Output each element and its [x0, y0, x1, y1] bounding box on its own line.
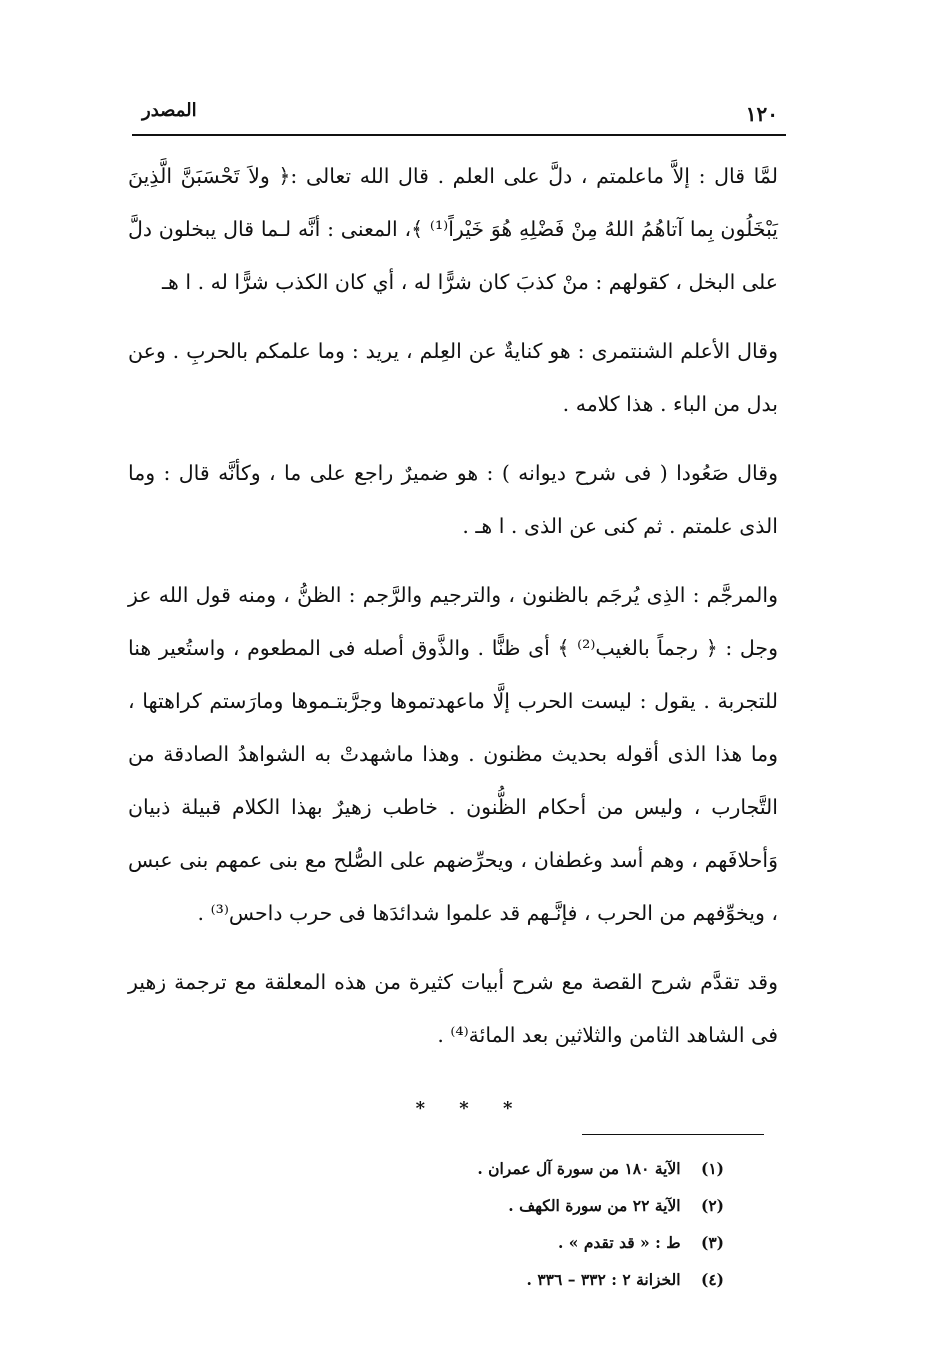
- footnote-1: [304, 1150, 724, 1187]
- footnote-3: [304, 1224, 724, 1261]
- footnote-2: [304, 1187, 724, 1224]
- main-text: [128, 150, 778, 1078]
- paragraph-4: والمرجَّم : الذِى يُرجَم بالظنون ، والترجيم والرَّجم : الظنُّ ، ومنه قول الله عز وجل : ﴿ رجماً بالغيب⁽²⁾ ﴾ أى ظنًّا . والذَّوق أصله فى المطعوم ، واستُعير هنا للتجربة . يقول : ليست الحرب إلَّا ماعهدتموها وجرَّبتـموها ومارَستم كراهتها ، وما هذا الذى أقوله بحديث مظنون . وهذا ماشهدتْ به الشواهدُ الصادقة من التَّجارب ، وليس من أحكام الظُّنون . خاطب زهيرٌ بهذا الكلام قبيلة ذبيان وَأحلافَهم ، وهم أسد وغطفان ، ويحرِّضهم على الصُّلح مع بنى عمهم بنى عبس ، ويخوِّفهم من الحرب ، فإنَّـهم قد علموا شدائدَها فى حرب داحس⁽³⁾ .: [128, 583, 778, 925]
- page-header: [132, 98, 786, 136]
- paragraph-3: وقال صَعُودا ( فى شرح ديوانه ) : هو ضميرٌ راجع على ما ، وكأنَّه قال : وما الذى علمتم . ثم كنى عن الذى . ا هـ .: [128, 461, 778, 538]
- paragraph-2: وقال الأعلم الشنتمرى : هو كنايةٌ عن العِلم ، يريد : وما علمكم بالحربِ . وعن بدل من الباء . هذا كلامه .: [128, 339, 778, 416]
- footnote-rule: [582, 1134, 764, 1135]
- footnote-text: الخزانة ٢ : ٣٣٢ – ٣٣٦ .: [526, 1270, 681, 1289]
- footnotes: [304, 1150, 724, 1298]
- footnote-number: (٤): [700, 1270, 724, 1289]
- footnote-text: ط : « قد تقدم » .: [557, 1233, 681, 1252]
- paragraph-5: وقد تقدَّم شرح القصة مع شرح أبيات كثيرة من هذه المعلقة مع ترجمة زهير فى الشاهد الثامن والثلاثين بعد المائة⁽⁴⁾ .: [128, 970, 778, 1047]
- paragraph-1: لمَّا قال : إلاَّ ماعلمتم ، دلَّ على العلم . قال الله تعالى :﴿ ولاَ تَحْسَبَنَّ الَّذِينَ يَبْخَلُون بِما آتاهُمُ اللهُ مِنْ فَضْلِهِ هُوَ خَيْراً⁽¹⁾ ﴾، المعنى : أنَّه لـما قال يبخلون دلَّ على البخل ، كقولهم : منْ كذبَ كان شرًّا له ، أي كان الكذب شرًّا له . ا هـ: [128, 164, 778, 294]
- footnote-number: (٢): [700, 1196, 724, 1215]
- footnote-number: (٣): [700, 1233, 724, 1252]
- running-title: المصدر: [142, 100, 197, 121]
- page-number: ١٢٠: [745, 102, 778, 126]
- footnote-number: (١): [700, 1159, 724, 1178]
- section-separator: * * *: [415, 1098, 527, 1119]
- footnote-text: الآية ٢٢ من سورة الكهف .: [508, 1196, 681, 1215]
- footnote-text: الآية ١٨٠ من سورة آل عمران .: [477, 1159, 681, 1178]
- footnote-4: [304, 1261, 724, 1298]
